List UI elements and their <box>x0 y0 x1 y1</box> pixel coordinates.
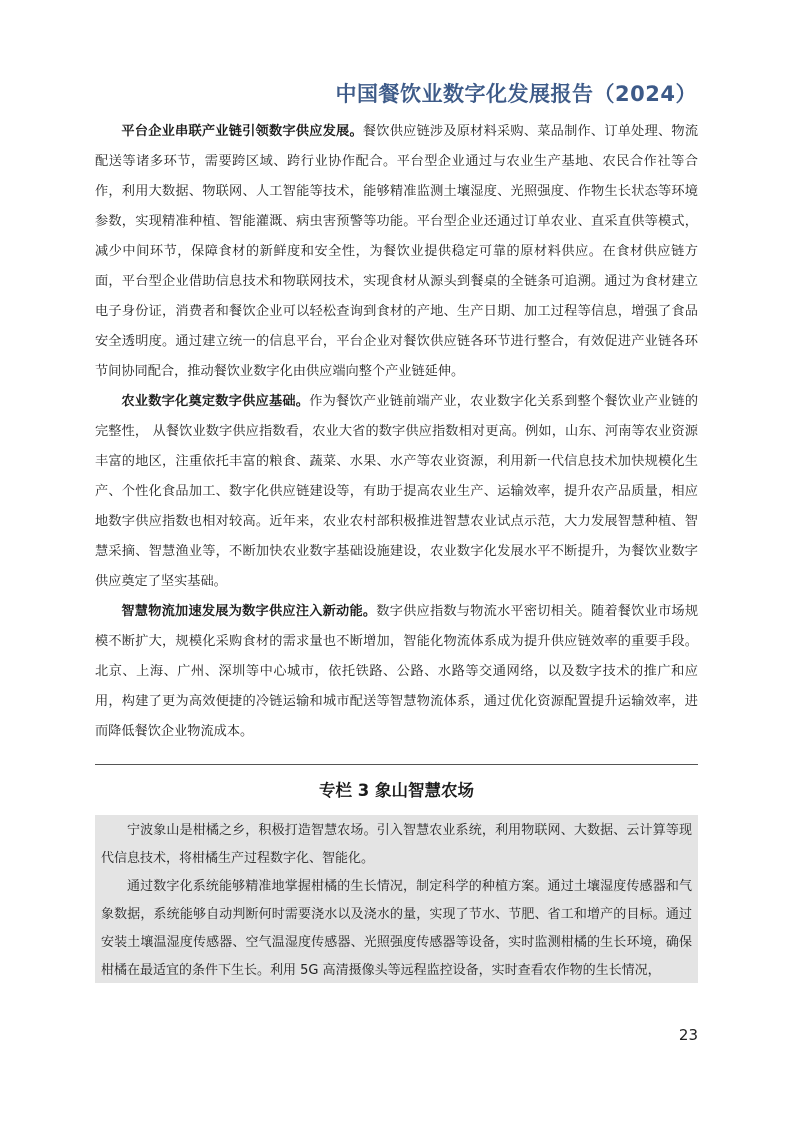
paragraph-text: 餐饮供应链涉及原材料采购、菜品制作、订单处理、物流配送等诸多环节，需要跨区域、跨行业协作配合。平台型企业通过与农业生产基地、农民合作社等合作，利用大数据、物联网、人工智能等技术，能够精准监测土壤湿度、光照强度、作物生长状态等环境参数，实现精准种植、智能灌溉、病虫害预警等功能。平台型企业还通过订单农业、直采直供等模式，减少中间环节，保障食材的新鲜度和安全性，为餐饮业提供稳定可靠的原材料供应。在食材供应链方面，平台型企业借助信息技术和物联网技术，实现食材从源头到餐桌的全链条可追溯。通过为食材建立电子身份证，消费者和餐饮企业可以轻松查询到食材的产地、生产日期、加工过程等信息，增强了食品安全透明度。通过建立统一的信息平台，平台企业对餐饮供应链各环节进行整合，有效促进产业链各环节间协同配合，推动餐饮业数字化由供应端向整个产业链延伸。 <box>95 124 699 379</box>
paragraph-platform-enterprises <box>95 117 698 387</box>
paragraph-text: 数字供应指数与物流水平密切相关。随着餐饮业市场规模不断扩大，规模化采购食材的需求量也不断增加，智能化物流体系成为提升供应链效率的重要手段。北京、上海、广州、深圳等中心城市，依托铁路、公路、水路等交通网络，以及数字技术的推广和应用，构建了更为高效便捷的冷链运输和城市配送等智慧物流体系，通过优化资源配置提升运输效率，进而降低餐饮企业物流成本。 <box>95 604 699 739</box>
sidebar-box-paragraph: 通过数字化系统能够精准地掌握柑橘的生长情况，制定科学的种植方案。通过土壤湿度传感器和气象数据，系统能够自动判断何时需要浇水以及浇水的量，实现了节水、节肥、省工和增产的目标。通过安装土壤温湿度传感器、空气温湿度传感器、光照强度传感器等设备，实时监测柑橘的生长环境，确保柑橘在最适宜的条件下生长。利用 5G 高清摄像头等远程监控设备，实时查看农作物的生长情况， <box>101 879 692 978</box>
paragraph-text: 作为餐饮产业链前端产业，农业数字化关系到整个餐饮业产业链的完整性， 从餐饮业数字供应指数看，农业大省的数字供应指数相对更高。例如，山东、河南等农业资源丰富的地区，注重依托丰富的粮食、蔬菜、水果、水产等农业资源，利用新一代信息技术加快规模化生产、个性化食品加工、数字化供应链建设等，有助于提高农业生产、运输效率，提升农产品质量，相应地数字供应指数也相对较高。近年来，农业农村部积极推进智慧农业试点示范，大力发展智慧种植、智慧采摘、智慧渔业等，不断加快农业数字基础设施建设，农业数字化发展水平不断提升，为餐饮业数字供应奠定了坚实基础。 <box>95 394 699 589</box>
sidebar-box <box>95 815 698 983</box>
paragraph-lead: 平台企业串联产业链引领数字供应发展。 <box>121 124 363 139</box>
sidebar-box-title: 专栏 3 象山智慧农场 <box>319 781 474 800</box>
sidebar-box-paragraph: 宁波象山是柑橘之乡，积极打造智慧农场。引入智慧农业系统，利用物联网、大数据、云计算等现代信息技术，将柑橘生产过程数字化、智能化。 <box>101 823 692 866</box>
page-number: 23 <box>678 1026 698 1044</box>
paragraph-smart-logistics <box>95 597 698 747</box>
main-body-text <box>95 117 698 747</box>
paragraph-lead: 智慧物流加速发展为数字供应注入新动能。 <box>121 604 377 619</box>
paragraph-agriculture-digitalization <box>95 387 698 597</box>
section-divider <box>95 764 698 765</box>
paragraph-lead: 农业数字化奠定数字供应基础。 <box>121 394 310 409</box>
page-header-title: 中国餐饮业数字化发展报告（2024） <box>335 82 697 106</box>
